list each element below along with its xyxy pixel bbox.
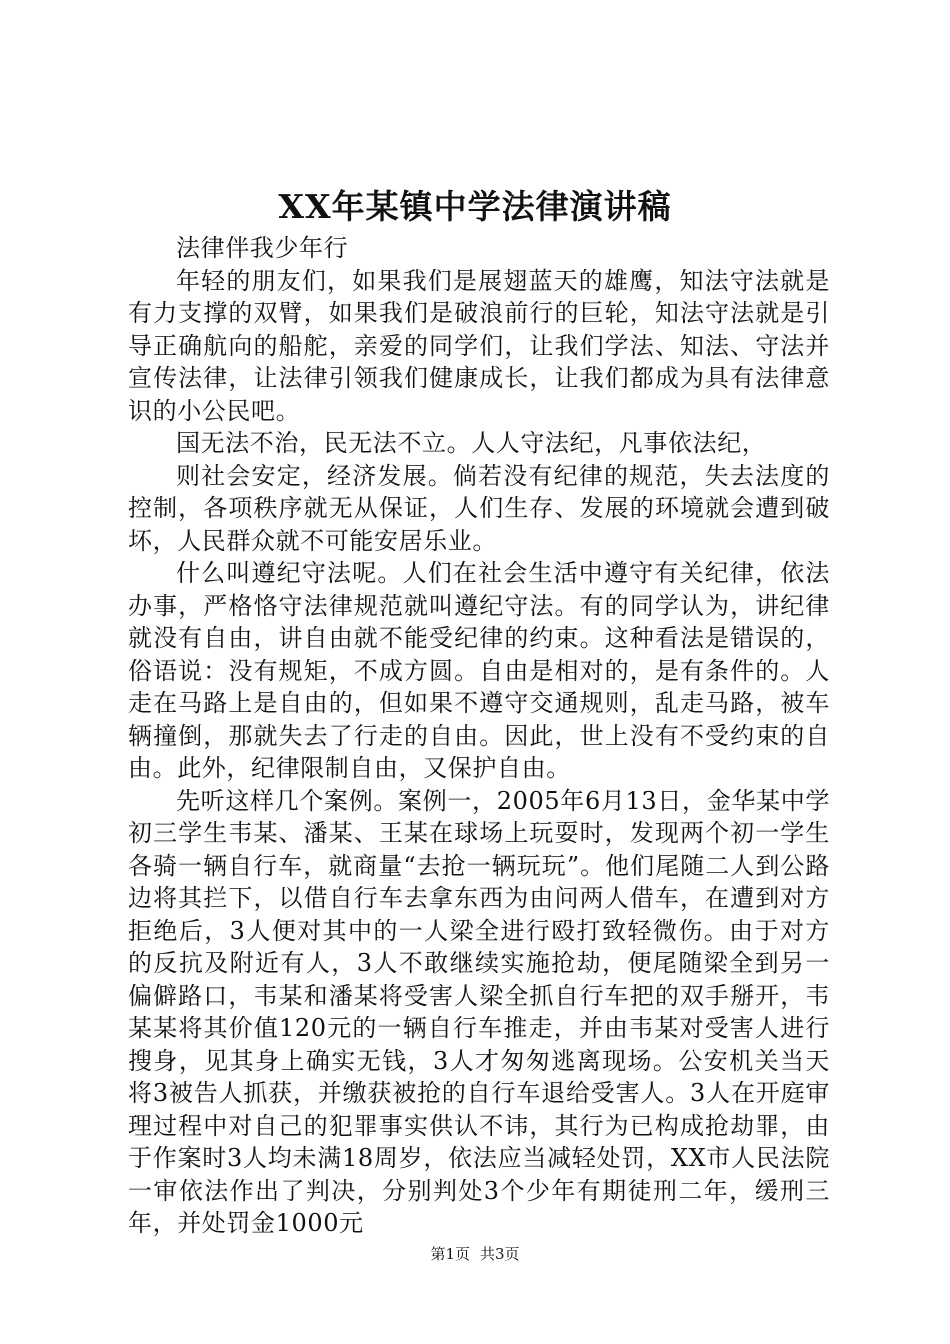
paragraph: 什么叫遵纪守法呢。人们在社会生活中遵守有关纪律，依法办事，严格恪守法律规范就叫遵纪守法。有的同学认为，讲纪律就没有自由，讲自由就不能受纪律的约束。这种看法是错误的，俗语说：没有规矩，不成方圆。自由是相对的，是有条件的。人走在马路上是自由的，但如果不遵守交通规则，乱走马路，被车辆撞倒，那就失去了行走的自由。因此，世上没有不受约束的自由。此外，纪律限制自由，又保护自由。 <box>128 559 830 782</box>
document-body <box>128 232 830 1240</box>
page-total: 共3页 <box>480 1245 520 1263</box>
document-title: XX年某镇中学法律演讲稿 <box>278 187 672 226</box>
paragraph: 国无法不治，民无法不立。人人守法纪，凡事依法纪， <box>176 429 767 457</box>
paragraph: 年轻的朋友们，如果我们是展翅蓝天的雄鹰，知法守法就是有力支撑的双臂，如果我们是破浪前行的巨轮，知法守法就是引导正确航向的船舵，亲爱的同学们，让我们学法、知法、守法并宣传法律，让法律引领我们健康成长，让我们都成为具有法律意识的小公民吧。 <box>128 266 830 425</box>
page-footer <box>0 1244 950 1264</box>
page-number: 第1页 <box>430 1245 470 1263</box>
paragraph: 则社会安定，经济发展。倘若没有纪律的规范，失去法度的控制，各项秩序就无从保证，人们生存、发展的环境就会遭到破坏，人民群众就不可能安居乐业。 <box>128 461 830 555</box>
paragraph: 先听这样几个案例。案例一，2005年6月13日，金华某中学初三学生韦某、潘某、王某在球场上玩耍时，发现两个初一学生各骑一辆自行车，就商量“去抢一辆玩玩”。他们尾随二人到公路边将其拦下，以借自行车去拿东西为由问两人借车，在遭到对方拒绝后，3人便对其中的一人梁全进行殴打致轻微伤。由于对方的反抗及附近有人，3人不敢继续实施抢劫，便尾随梁全到另一偏僻路口，韦某和潘某将受害人梁全抓自行车把的双手掰开，韦某某将其价值120元的一辆自行车推走，并由韦某对受害人进行搜身，见其身上确实无钱，3人才匆匆逃离现场。公安机关当天将3被告人抓获，并缴获被抢的自行车退给受害人。3人在开庭审理过程中对自己的犯罪事实供认不讳，其行为已构成抢劫罪，由于作案时3人均未满18周岁，依法应当减轻处罚，XX市人民法院一审依法作出了判决，分别判处3个少年有期徒刑二年，缓刑三年，并处罚金1000元 <box>128 786 830 1237</box>
paragraph-subtitle: 法律伴我少年行 <box>176 234 349 262</box>
